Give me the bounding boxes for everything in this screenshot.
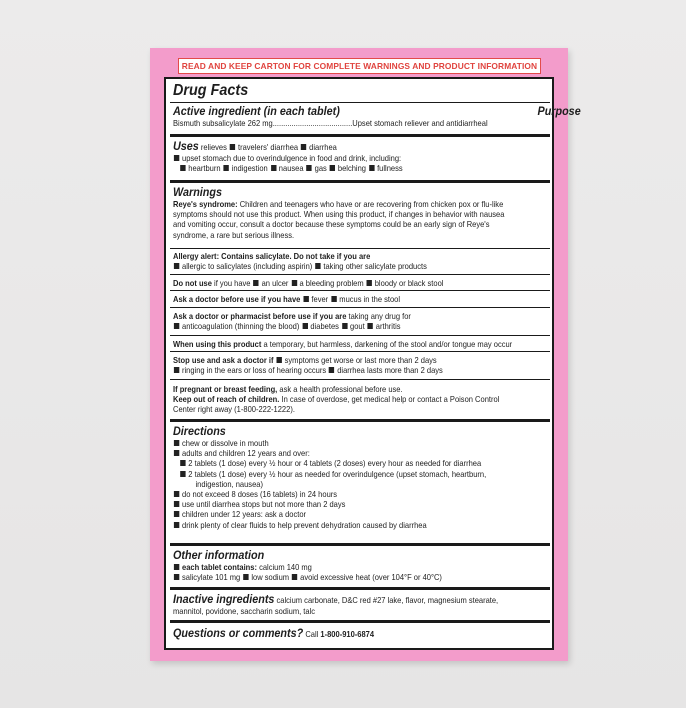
uses-subitem: nausea xyxy=(278,163,304,174)
reye-text: Children and teenagers who have or are recovering from chicken pox or flu-like xyxy=(239,199,504,209)
bullet-icon xyxy=(369,165,374,171)
direction-item: chew or dissolve in mouth xyxy=(182,438,269,448)
carton-back xyxy=(150,48,581,661)
bullet-icon xyxy=(277,357,282,363)
inactive-ingredients-text: mannitol, povidone, saccharin sodium, talc xyxy=(173,606,316,616)
bullet-icon xyxy=(174,323,179,329)
uses-subitem: heartburn xyxy=(188,163,221,174)
active-ingredient-section xyxy=(173,104,581,128)
warning-banner: READ AND KEEP CARTON FOR COMPLETE WARNINGS AND PRODUCT INFORMATION xyxy=(178,58,541,74)
do-not-use-item: an ulcer xyxy=(261,278,289,288)
when-using-text: a temporary, but harmless, darkening of the stool and/or tongue may occur xyxy=(263,339,513,349)
bullet-icon xyxy=(367,280,372,286)
stop-use xyxy=(173,355,547,375)
divider xyxy=(170,307,550,308)
direction-item: adults and children 12 years and over: xyxy=(182,448,310,459)
uses-subitem: belching xyxy=(337,163,366,174)
divider xyxy=(170,587,550,590)
bullet-icon xyxy=(174,564,179,570)
direction-item: children under 12 years: ask a doctor xyxy=(182,509,307,520)
warnings-heading: Warnings xyxy=(173,185,223,199)
reye-text: syndrome, a rare but serious illness. xyxy=(173,229,295,240)
bullet-icon xyxy=(331,296,336,302)
bullet-icon xyxy=(291,280,296,286)
bullet-icon xyxy=(303,296,308,302)
reye-label: Reye's syndrome: xyxy=(173,199,238,209)
pregnancy-keep-out xyxy=(173,384,547,415)
bullet-icon xyxy=(174,491,179,497)
bullet-icon xyxy=(329,367,334,373)
do-not-use-label: Do not use xyxy=(173,278,212,288)
divider xyxy=(170,419,550,422)
divider xyxy=(170,134,550,137)
stop-use-item: symptoms get worse or last more than 2 days xyxy=(284,355,437,365)
direction-item: do not exceed 8 doses (16 tablets) in 24 hours xyxy=(182,489,338,500)
do-not-use-item: a bleeding problem xyxy=(299,278,364,288)
uses-heading: Uses xyxy=(173,139,199,153)
bullet-icon xyxy=(307,165,312,171)
pregnancy-text: ask a health professional before use. xyxy=(279,384,403,394)
active-ingredient-line: Bismuth subsalicylate 262 mg......................................Upset stomach reliever and antidiarrheal xyxy=(173,118,488,128)
keep-out-text: In case of overdose, get medical help or contact a Poison Control xyxy=(281,394,500,405)
bullet-icon xyxy=(292,574,297,580)
divider xyxy=(170,248,550,249)
ask-doctor-item: fever xyxy=(311,294,329,304)
bullet-icon xyxy=(224,165,229,171)
uses-item: diarrhea xyxy=(309,142,337,152)
bullet-icon xyxy=(315,263,320,269)
other-info-item: low sodium xyxy=(251,572,290,583)
uses-item: upset stomach due to overindulgence in food and drink, including: xyxy=(182,153,402,163)
purpose-heading: Purpose xyxy=(537,104,581,118)
divider xyxy=(170,290,550,291)
direction-item: drink plenty of clear fluids to help prevent dehydration caused by diarrhea xyxy=(182,519,427,530)
other-information-heading: Other information xyxy=(173,548,265,562)
bullet-icon xyxy=(174,450,179,456)
when-using xyxy=(173,339,547,349)
bullet-icon xyxy=(230,144,235,150)
poison-control-text: Center right away (1-800-222-1222). xyxy=(173,404,295,415)
other-info-item: salicylate 101 mg xyxy=(182,572,241,583)
do-not-use xyxy=(173,278,547,288)
bullet-icon xyxy=(174,511,179,517)
bullet-icon xyxy=(271,165,276,171)
direction-subitem: indigestion, nausea) xyxy=(195,478,263,489)
ask-doctor xyxy=(173,294,547,304)
bullet-icon xyxy=(174,440,179,446)
uses-subitem: fullness xyxy=(377,163,403,174)
pregnancy-label: If pregnant or breast feeding, xyxy=(173,384,278,394)
ask-pharmacist-item: anticoagulation (thinning the blood) xyxy=(182,321,300,332)
bullet-icon xyxy=(302,323,307,329)
allergy-alert xyxy=(173,251,547,271)
ask-pharmacist-item: arthritis xyxy=(375,321,401,332)
questions-call: Call xyxy=(305,629,319,639)
drug-facts-title: Drug Facts xyxy=(173,82,249,99)
each-tablet-label: each tablet contains: xyxy=(182,562,257,572)
ask-doctor-pharmacist xyxy=(173,311,547,331)
reye-text: symptoms should not use this product. When using this product, if changes in behavior with nausea xyxy=(173,209,505,220)
divider xyxy=(170,379,550,380)
allergy-label: Allergy alert: Contains salicylate. Do not take if you are xyxy=(173,251,371,261)
stop-use-label: Stop use and ask a doctor if xyxy=(173,355,274,365)
bullet-icon xyxy=(174,155,179,161)
bullet-icon xyxy=(180,460,185,466)
bullet-icon xyxy=(174,367,179,373)
questions-phone: 1-800-910-6874 xyxy=(320,629,375,639)
divider xyxy=(170,335,550,336)
ask-pharmacist-text: taking any drug for xyxy=(348,311,411,321)
keep-out-label: Keep out of reach of children. xyxy=(173,394,280,405)
inactive-ingredients-heading: Inactive ingredients xyxy=(173,592,275,606)
bullet-icon xyxy=(174,263,179,269)
bullet-icon xyxy=(254,280,259,286)
bullet-icon xyxy=(243,574,248,580)
stop-use-item: diarrhea lasts more than 2 days xyxy=(337,365,443,376)
directions-heading: Directions xyxy=(173,424,226,438)
inactive-ingredients-section xyxy=(173,593,547,616)
allergy-item: taking other salicylate products xyxy=(323,261,427,272)
allergy-item: allergic to salicylates (including aspirin) xyxy=(182,261,313,272)
each-tablet-text: calcium 140 mg xyxy=(259,562,312,572)
uses-subitem: indigestion xyxy=(231,163,268,174)
ask-doctor-label: Ask a doctor before use if you have xyxy=(173,294,301,304)
stop-use-item: ringing in the ears or loss of hearing occurs xyxy=(182,365,327,376)
bullet-icon xyxy=(174,574,179,580)
divider xyxy=(170,543,550,546)
direction-subitem: 2 tablets (1 dose) every ½ hour or 4 tablets (2 doses) every hour as needed for diarrhea xyxy=(188,458,482,469)
bullet-icon xyxy=(330,165,335,171)
drug-facts-panel xyxy=(164,77,581,650)
other-information-section xyxy=(173,549,547,582)
bullet-icon xyxy=(174,501,179,507)
bullet-icon xyxy=(174,522,179,528)
drug-facts-section xyxy=(173,82,547,100)
uses-section xyxy=(173,140,547,173)
divider xyxy=(170,180,550,183)
bullet-icon xyxy=(301,144,306,150)
uses-subitem: gas xyxy=(314,163,327,174)
do-not-use-item: bloody or black stool xyxy=(374,278,444,288)
reye-text: and vomiting occur, consult a doctor because these symptoms could be an early sign of Reye's xyxy=(173,219,490,230)
direction-item: use until diarrhea stops but not more than 2 days xyxy=(182,499,346,510)
uses-item: travelers' diarrhea xyxy=(237,142,299,152)
inactive-ingredients-text: calcium carbonate, D&C red #27 lake, flavor, magnesium stearate, xyxy=(276,595,499,605)
bullet-icon xyxy=(368,323,373,329)
bullet-icon xyxy=(180,471,185,477)
ask-pharmacist-label: Ask a doctor or pharmacist before use if you are xyxy=(173,311,347,321)
directions-section xyxy=(173,425,547,530)
bullet-icon xyxy=(180,165,185,171)
ask-doctor-item: mucus in the stool xyxy=(339,294,401,304)
ask-pharmacist-item: gout xyxy=(350,321,365,332)
uses-relieves: relieves xyxy=(200,142,227,152)
questions-heading: Questions or comments? xyxy=(173,626,304,640)
when-using-label: When using this product xyxy=(173,339,262,349)
divider xyxy=(170,351,550,352)
direction-subitem: 2 tablets (1 dose) every ½ hour as needed for overindulgence (upset stomach, heartburn, xyxy=(188,468,487,479)
other-info-item: avoid excessive heat (over 104°F or 40°C) xyxy=(300,572,442,583)
warnings-section xyxy=(173,186,547,240)
questions-section xyxy=(173,627,547,640)
bullet-icon xyxy=(342,323,347,329)
ask-pharmacist-item: diabetes xyxy=(310,321,339,332)
divider xyxy=(170,102,550,103)
divider xyxy=(170,620,550,623)
divider xyxy=(170,274,550,275)
do-not-use-text: if you have xyxy=(214,278,251,288)
active-ingredient-heading: Active ingredient (in each tablet) xyxy=(173,104,340,118)
